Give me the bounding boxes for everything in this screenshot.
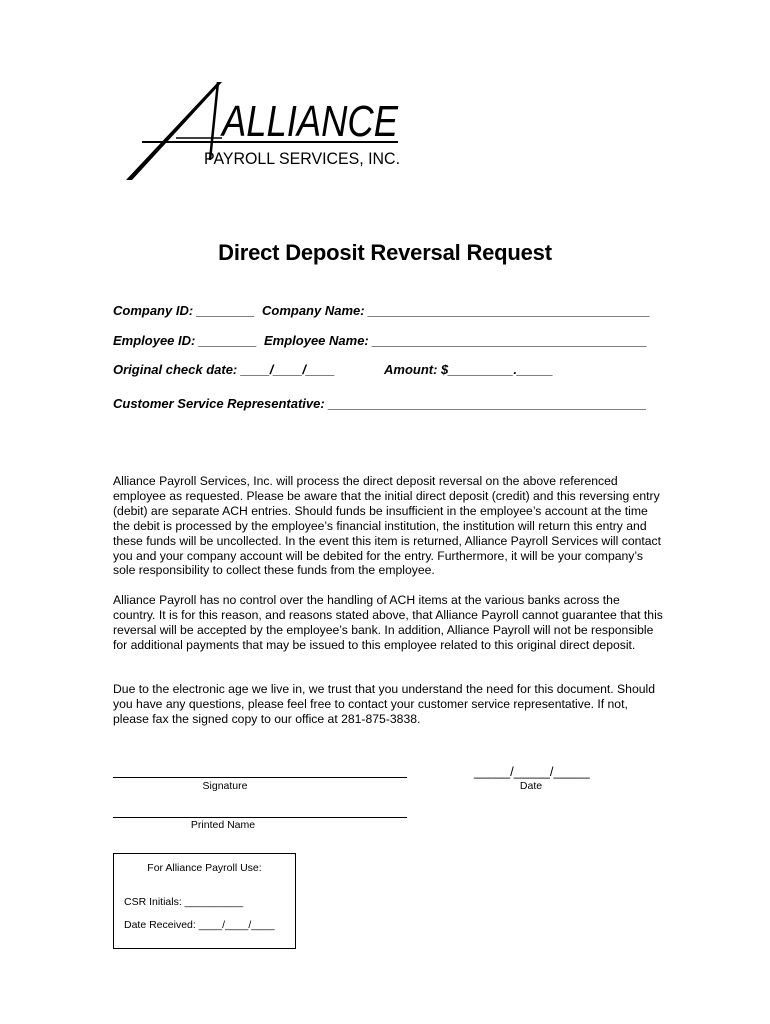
paragraph-text: Due to the electronic age we live in, we trust that you understand the need for this document. Should you have any questions, please feel free to contact your customer service representative. If not, please fax the signed copy to our office at 281-875-3838. (113, 682, 655, 726)
csr-field[interactable]: Customer Service Representative: ____________________________________________ (113, 396, 647, 411)
paragraph-electronic-age (113, 682, 663, 727)
date-label: Date (519, 780, 543, 792)
employee-name-field[interactable]: Employee Name: ______________________________________ (264, 333, 648, 348)
paragraph-ach-control (113, 593, 663, 653)
company-name-field[interactable]: Company Name: _______________________________________ (262, 303, 651, 318)
signature-line[interactable] (113, 777, 407, 778)
page-title: Direct Deposit Reversal Request (218, 240, 552, 265)
printed-name-label: Printed Name (190, 819, 256, 831)
signature-label: Signature (202, 780, 248, 792)
logo-subtitle: PAYROLL SERVICES, INC. (204, 149, 400, 168)
date-received-field[interactable]: Date Received: ____/____/____ (124, 919, 275, 931)
office-use-heading: For Alliance Payroll Use: (147, 862, 262, 874)
paragraph-text: Alliance Payroll Services, Inc. will process the direct deposit reversal on the above referenced employee as requested. Please be aware that the initial direct deposit (credit) and this reversing entry (debit) are separate ACH entries. Should funds be insufficient in the employee’s account at the time the debit is processed by the employee’s financial institution, the institution will return this entry and these funds will be uncollected. In the event this item is returned, Alliance Payroll Services will contact you and your company account will be debited for the entry. Furthermore, it will be your company’s sole responsibility to collect these funds from the employee. (113, 474, 662, 578)
alliance-logo (122, 80, 412, 184)
logo-name: ALLIANCE (219, 97, 399, 146)
office-use-box (113, 853, 296, 949)
original-check-date-field[interactable]: Original check date: ____/____/____ (113, 362, 335, 377)
csr-initials-field[interactable]: CSR Initials: __________ (124, 896, 244, 908)
paragraph-text: Alliance Payroll has no control over the handling of ACH items at the various banks across the country. It is for this reason, and reasons stated above, that Alliance Payroll cannot guarantee that this reversal will be accepted by the employee’s bank. In addition, Alliance Payroll will not be responsible for additional payments that may be issued to this employee related to this original direct deposit. (113, 593, 663, 652)
company-id-field[interactable]: Company ID: ________ (113, 303, 255, 318)
date-line[interactable]: _____/_____/_____ (474, 764, 590, 779)
amount-field[interactable]: Amount: $_________._____ (384, 362, 554, 377)
printed-name-line[interactable] (113, 817, 407, 818)
paragraph-processing (113, 474, 663, 578)
employee-id-field[interactable]: Employee ID: ________ (113, 333, 257, 348)
